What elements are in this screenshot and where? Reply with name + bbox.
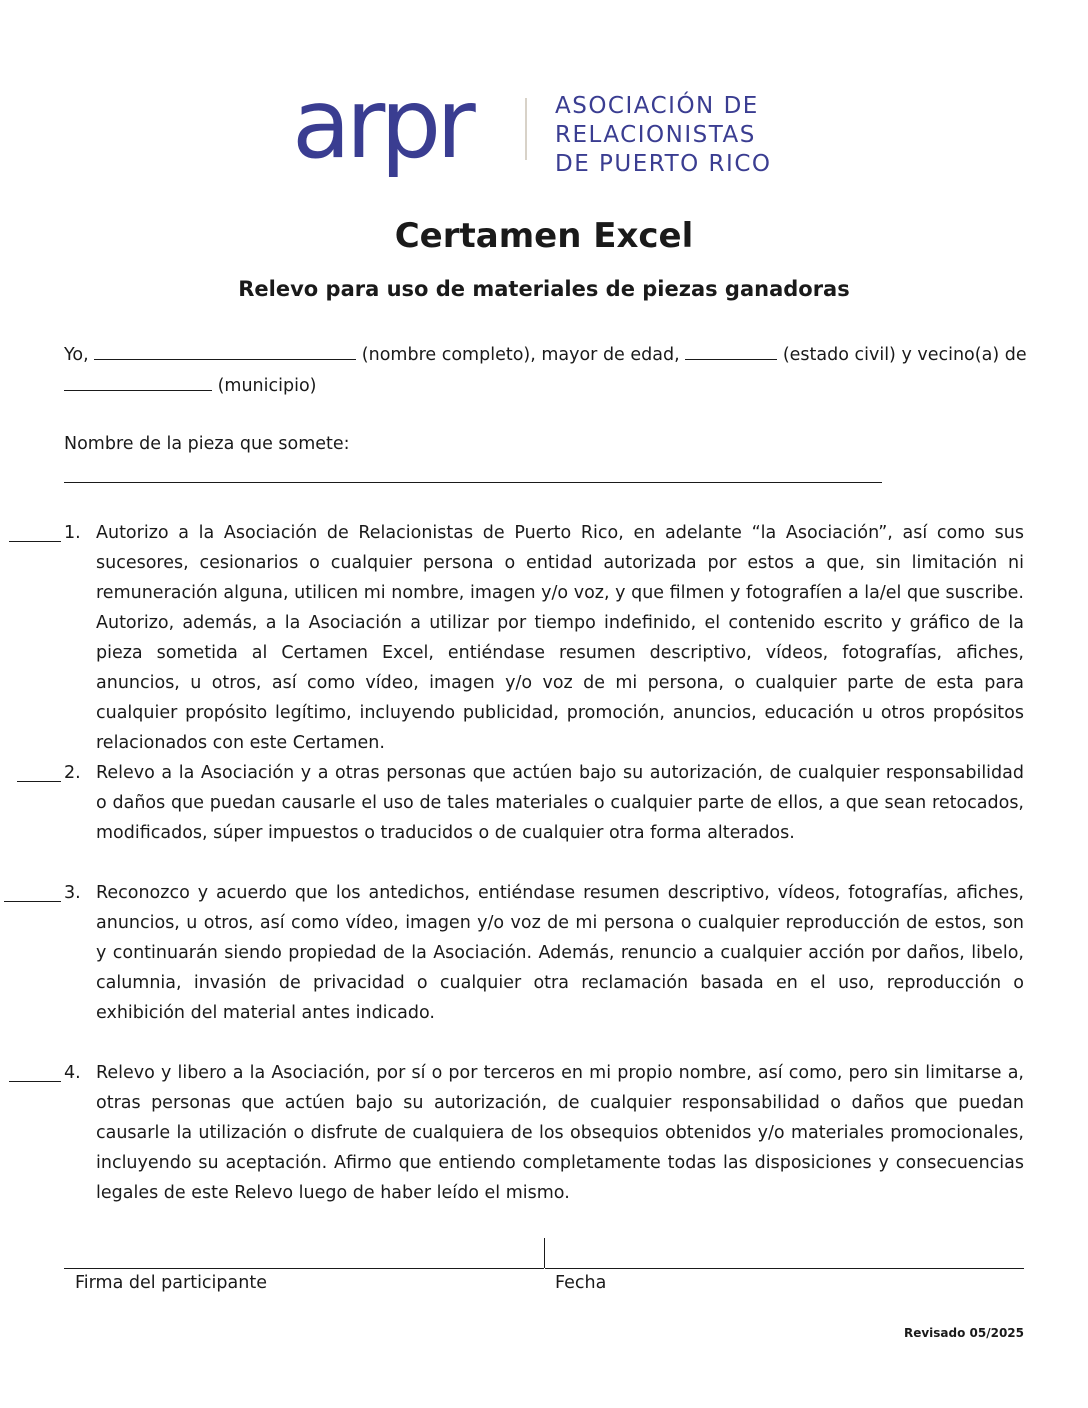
org-line-2: RELACIONISTAS [555,122,756,148]
date-line[interactable] [545,1268,1024,1269]
intro-municipio-label: (municipio) [217,376,317,396]
org-line-1: ASOCIACIÓN DE [555,93,759,119]
initials-blank-2[interactable] [17,781,61,782]
organization-name [555,92,772,179]
intro-line-1 [64,341,1027,367]
signature-line[interactable] [64,1268,544,1269]
revision-note: Revisado 05/2025 [903,1326,1024,1340]
intro-yo: Yo, [64,345,89,365]
initials-blank-4[interactable] [9,1081,61,1082]
intro-nombre-label: (nombre completo), mayor de edad, [361,345,680,365]
document-title: Certamen Excel [394,216,694,256]
signature-divider [544,1238,545,1268]
intro-estado-label: (estado civil) y vecino(a) de [782,345,1027,365]
item-number-4: 4. [64,1063,81,1083]
document-subtitle: Relevo para uso de materiales de piezas ganadoras [238,277,850,301]
date-label: Fecha [555,1273,607,1293]
nombre-blank[interactable] [94,341,356,360]
estado-civil-blank[interactable] [685,341,777,360]
initials-blank-1[interactable] [9,541,61,542]
item-text-1: Autorizo a la Asociación de Relacionistas de Puerto Rico, en adelante “la Asociación”, así como sus sucesores, cesionarios o cualquier persona o entidad autorizada por estos a que, sin limitación ni remuneración alguna, utilicen mi nombre, imagen y/o voz, y que filmen y fotografíen a la/el que suscribe. Autorizo, además, a la Asociación a utilizar por tiempo indefinido, el contenido escrito y gráfico de la pieza sometida al Certamen Excel, entiéndase resumen descriptivo, vídeos, fotografías, afiches, anuncios, u otros, así como vídeo, imagen y/o voz de mi persona, o cualquier parte de esta para cualquier propósito legítimo, incluyendo publicidad, promoción, anuncios, educación u otros propósitos relacionados con este Certamen. [96,523,1024,753]
item-text-2: Relevo a la Asociación y a otras personas que actúen bajo su autorización, de cualquier responsabilidad o daños que puedan causarle el uso de tales materiales o cualquier parte de ellos, a que sean retocados, modificados, súper impuestos o traducidos o de cualquier otra forma alterados. [96,763,1024,843]
org-line-3: DE PUERTO RICO [555,151,772,177]
municipio-blank[interactable] [64,372,212,391]
signature-label: Firma del participante [75,1273,267,1293]
arpr-logo-mark: arpr [292,68,471,180]
initials-blank-3[interactable] [4,901,61,902]
pieza-label: Nombre de la pieza que somete: [64,434,350,454]
item-number-1: 1. [64,523,81,543]
item-number-3: 3. [64,883,81,903]
item-text-3: Reconozco y acuerdo que los antedichos, entiéndase resumen descriptivo, vídeos, fotografías, afiches, anuncios, u otros, así como vídeo, imagen y/o voz de mi persona o cualquier reproducción de estos, son y continuarán siendo propiedad de la Asociación. Además, renuncio a cualquier acción por daños, libelo, calumnia, invasión de privacidad o cualquier otra reclamación basada en el uso, reproducción o exhibición del material antes indicado. [96,883,1024,1023]
intro-line-2 [64,372,317,398]
item-text-4: Relevo y libero a la Asociación, por sí o por terceros en mi propio nombre, así como, pero sin limitarse a, otras personas que actúen bajo su autorización, de cualquier responsabilidad o daños que puedan causarle la utilización o disfrute de cualquiera de los obsequios obtenidos y/o materiales promocionales, incluyendo su aceptación. Afirmo que entiendo completamente todas las disposiciones y consecuencias legales de este Relevo luego de haber leído el mismo. [96,1063,1024,1203]
logo-divider [525,98,527,160]
pieza-name-blank[interactable] [64,482,882,483]
item-number-2: 2. [64,763,81,783]
